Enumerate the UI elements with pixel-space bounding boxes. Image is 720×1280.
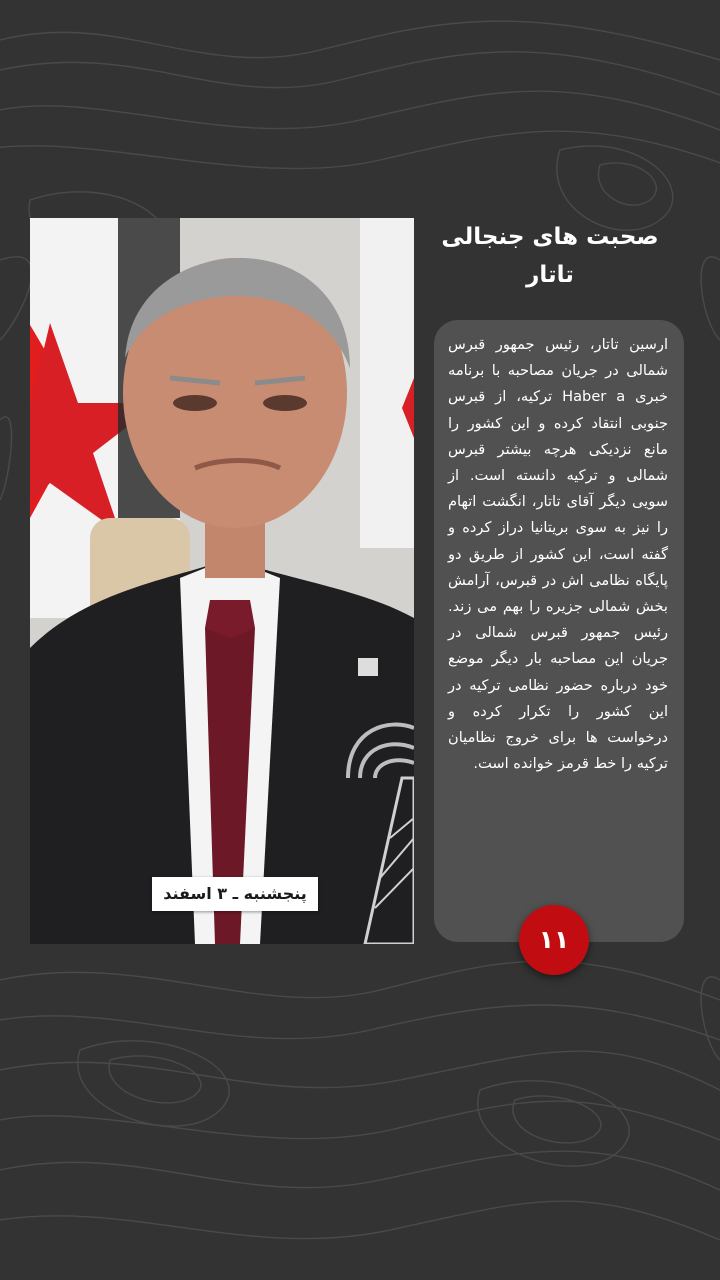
- page-number-badge: ۱۱: [519, 905, 589, 975]
- date-label: پنجشنبه ـ ۳ اسفند: [152, 877, 318, 911]
- post-title: صحبت های جنجالی تاتار: [441, 224, 659, 288]
- article-body: ارسین تاتار، رئیس جمهور قبرس شمالی در جریان مصاحبه با برنامه خبری Haber a ترکیه، از قبرس جنوبی انتقاد کرده و این کشور را مانع نزدیکی هرچه بیشتر قبرس شمالی و ترکیه دانسته است. از سویی دیگر آقای تاتار، انگشت اتهام را نیز به سوی بریتانیا دراز کرده و گفته است، این کشور از طریق دو پایگاه نظامی اش در قبرس، آرامش بخش شمالی جزیره را بهم می زند. رئیس جمهور قبرس شمالی در جریان این مصاحبه بار دیگر موضع خود درباره حضور نظامی ترکیه در این کشور را تکرار کرده و درخواست ها برای خروج نظامیان ترکیه را خط قرمز خوانده است.: [448, 336, 668, 773]
- article-text-panel: [434, 320, 684, 942]
- president-portrait-photo: [30, 218, 414, 944]
